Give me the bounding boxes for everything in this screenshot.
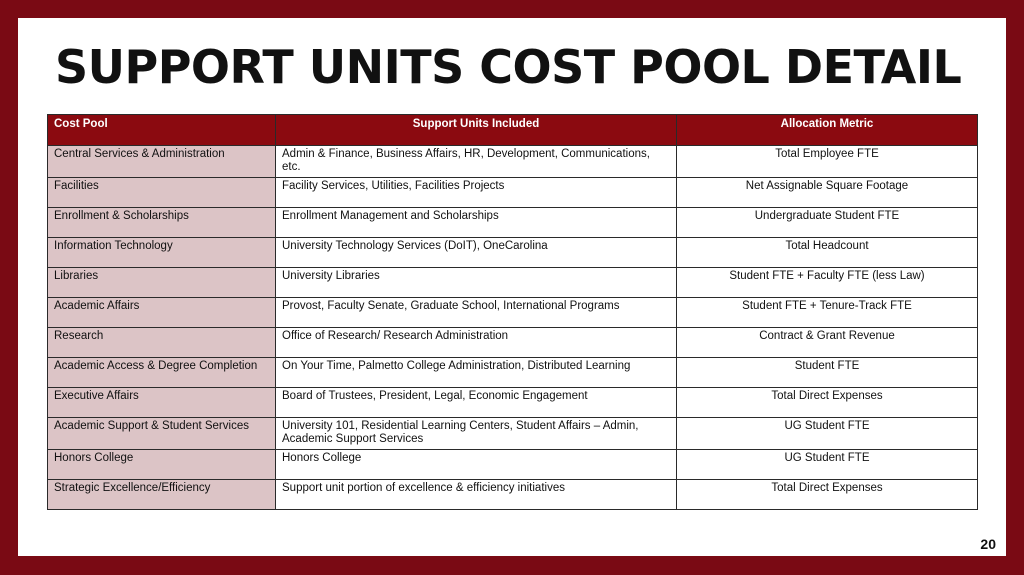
support-units-cell: Support unit portion of excellence & efficiency initiatives bbox=[276, 480, 677, 510]
cost-pool-cell: Libraries bbox=[48, 268, 276, 298]
support-units-cell: University Technology Services (DoIT), OneCarolina bbox=[276, 238, 677, 268]
cost-pool-table bbox=[47, 114, 978, 510]
support-units-cell: On Your Time, Palmetto College Administration, Distributed Learning bbox=[276, 358, 677, 388]
header-cost-pool: Cost Pool bbox=[48, 115, 276, 146]
allocation-metric-cell: Total Direct Expenses bbox=[677, 480, 978, 510]
page-number: 20 bbox=[980, 536, 996, 552]
support-units-cell: University 101, Residential Learning Centers, Student Affairs – Admin, Academic Support Services bbox=[276, 418, 677, 450]
allocation-metric-cell: Contract & Grant Revenue bbox=[677, 328, 978, 358]
table-row bbox=[48, 418, 978, 450]
cost-pool-cell: Academic Affairs bbox=[48, 298, 276, 328]
support-units-cell: Facility Services, Utilities, Facilities Projects bbox=[276, 178, 677, 208]
table-row bbox=[48, 208, 978, 238]
cost-pool-cell: Academic Access & Degree Completion bbox=[48, 358, 276, 388]
table-row bbox=[48, 328, 978, 358]
table-row bbox=[48, 178, 978, 208]
table-row bbox=[48, 146, 978, 178]
allocation-metric-cell: Student FTE bbox=[677, 358, 978, 388]
table-row bbox=[48, 268, 978, 298]
allocation-metric-cell: Student FTE + Tenure-Track FTE bbox=[677, 298, 978, 328]
cost-pool-cell: Executive Affairs bbox=[48, 388, 276, 418]
allocation-metric-cell: Undergraduate Student FTE bbox=[677, 208, 978, 238]
allocation-metric-cell: UG Student FTE bbox=[677, 450, 978, 480]
page-title: SUPPORT UNITS COST POOL DETAIL bbox=[55, 40, 962, 94]
cost-pool-cell: Strategic Excellence/Efficiency bbox=[48, 480, 276, 510]
table-header-row bbox=[48, 115, 978, 146]
cost-pool-cell: Information Technology bbox=[48, 238, 276, 268]
slide bbox=[18, 18, 1006, 556]
allocation-metric-cell: Total Direct Expenses bbox=[677, 388, 978, 418]
header-allocation-metric: Allocation Metric bbox=[677, 115, 978, 146]
support-units-cell: Board of Trustees, President, Legal, Economic Engagement bbox=[276, 388, 677, 418]
support-units-cell: Enrollment Management and Scholarships bbox=[276, 208, 677, 238]
allocation-metric-cell: Student FTE + Faculty FTE (less Law) bbox=[677, 268, 978, 298]
allocation-metric-cell: Total Headcount bbox=[677, 238, 978, 268]
table-row bbox=[48, 358, 978, 388]
cost-pool-cell: Research bbox=[48, 328, 276, 358]
cost-pool-cell: Facilities bbox=[48, 178, 276, 208]
support-units-cell: University Libraries bbox=[276, 268, 677, 298]
allocation-metric-cell: Net Assignable Square Footage bbox=[677, 178, 978, 208]
table-row bbox=[48, 298, 978, 328]
support-units-cell: Office of Research/ Research Administration bbox=[276, 328, 677, 358]
table-row bbox=[48, 238, 978, 268]
allocation-metric-cell: UG Student FTE bbox=[677, 418, 978, 450]
cost-pool-cell: Enrollment & Scholarships bbox=[48, 208, 276, 238]
allocation-metric-cell: Total Employee FTE bbox=[677, 146, 978, 178]
table-row bbox=[48, 480, 978, 510]
cost-pool-cell: Academic Support & Student Services bbox=[48, 418, 276, 450]
table-row bbox=[48, 450, 978, 480]
support-units-cell: Honors College bbox=[276, 450, 677, 480]
support-units-cell: Provost, Faculty Senate, Graduate School, International Programs bbox=[276, 298, 677, 328]
cost-pool-cell: Honors College bbox=[48, 450, 276, 480]
header-support-units: Support Units Included bbox=[276, 115, 677, 146]
cost-pool-cell: Central Services & Administration bbox=[48, 146, 276, 178]
support-units-cell: Admin & Finance, Business Affairs, HR, Development, Communications, etc. bbox=[276, 146, 677, 178]
table-row bbox=[48, 388, 978, 418]
